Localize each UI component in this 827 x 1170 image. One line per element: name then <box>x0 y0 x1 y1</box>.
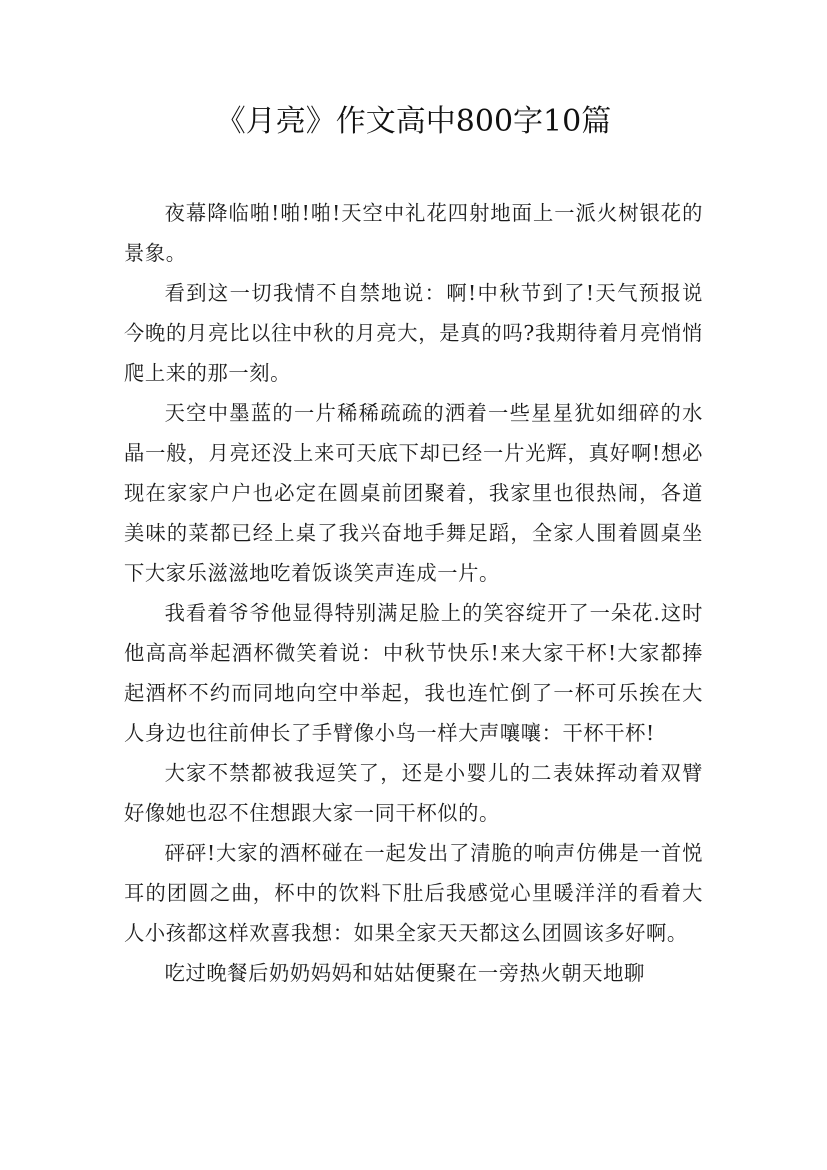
paragraph-6: 砰砰!大家的酒杯碰在一起发出了清脆的响声仿佛是一首悦耳的团圆之曲，杯中的饮料下肚后我感觉心里暖洋洋的看着大人小孩都这样欢喜我想：如果全家天天都这么团圆该多好啊。 <box>124 841 703 945</box>
document-body <box>124 193 703 993</box>
paragraph-2: 看到这一切我情不自禁地说：啊!中秋节到了!天气预报说今晚的月亮比以往中秋的月亮大，是真的吗?我期待着月亮悄悄爬上来的那一刻。 <box>124 281 703 385</box>
paragraph-3: 天空中墨蓝的一片稀稀疏疏的洒着一些星星犹如细碎的水晶一般，月亮还没上来可天底下却已经一片光辉，真好啊!想必现在家家户户也必定在圆桌前团聚着，我家里也很热闹，各道美味的菜都已经上桌了我兴奋地手舞足蹈，全家人围着圆桌坐下大家乐滋滋地吃着饭谈笑声连成一片。 <box>124 401 703 585</box>
paragraph-5: 大家不禁都被我逗笑了，还是小婴儿的二表妹挥动着双臂好像她也忍不住想跟大家一同干杯似的。 <box>124 761 703 825</box>
paragraph-7: 吃过晚餐后奶奶妈妈和姑姑便聚在一旁热火朝天地聊 <box>164 961 645 985</box>
paragraph-1: 夜幕降临啪!啪!啪!天空中礼花四射地面上一派火树银花的景象。 <box>124 201 703 265</box>
paragraph-4: 我看着爷爷他显得特别满足脸上的笑容绽开了一朵花.这时他高高举起酒杯微笑着说：中秋节快乐!来大家干杯!大家都捧起酒杯不约而同地向空中举起，我也连忙倒了一杯可乐挨在大人身边也往前伸长了手臂像小鸟一样大声嚷嚷：干杯干杯! <box>124 601 703 745</box>
document-title: 《月亮》作文高中800字10篇 <box>215 104 612 139</box>
